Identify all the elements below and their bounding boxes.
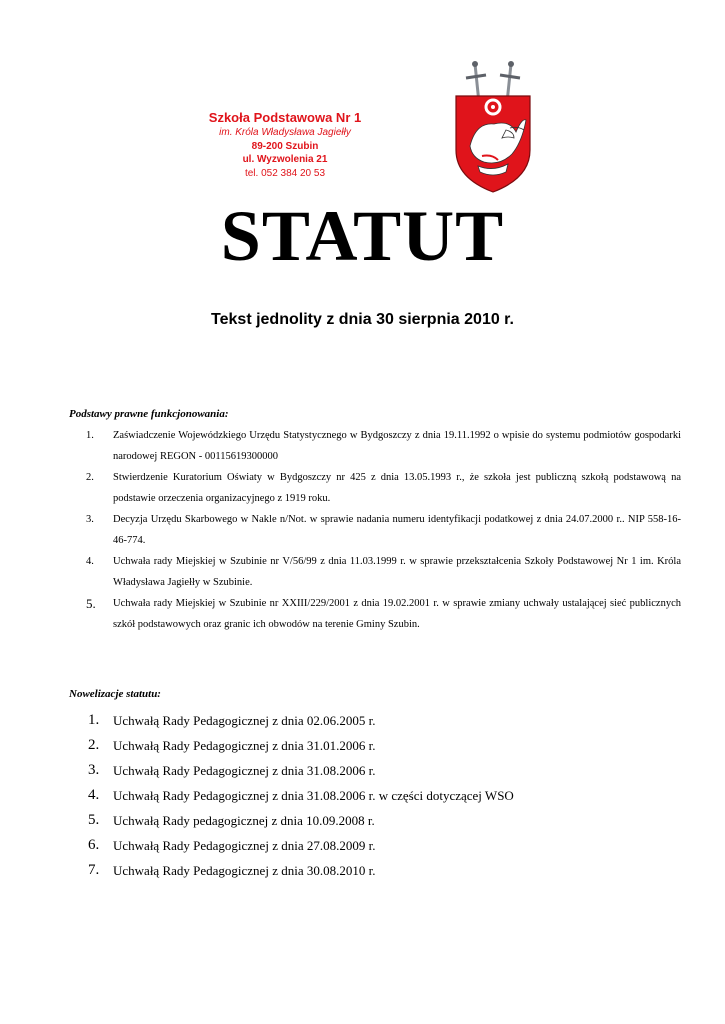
school-street: ul. Wyzwolenia 21 bbox=[242, 154, 328, 165]
list-item bbox=[88, 833, 648, 858]
list-item bbox=[86, 551, 681, 593]
list-item-number: 4. bbox=[88, 787, 100, 803]
list-item-number: 3. bbox=[88, 762, 100, 778]
list-item-text: Zaświadczenie Wojewódzkiego Urzędu Statystycznego w Bydgoszczy z dnia 19.11.1992 o wpisie do systemu podmiotów gospodarki narodowej REGON - 00115619300000 bbox=[113, 430, 681, 462]
list-item-text: Uchwałą Rady Pedagogicznej z dnia 31.08.2006 r. w części dotyczącej WSO bbox=[113, 788, 514, 803]
school-phone: tel. 052 384 20 53 bbox=[244, 167, 326, 179]
legal-basis-list bbox=[86, 425, 681, 635]
list-item-text: Uchwałą Rady Pedagogicznej z dnia 30.08.2010 r. bbox=[113, 863, 376, 878]
list-item bbox=[88, 858, 648, 883]
school-name: Szkoła Podstawowa Nr 1 bbox=[208, 110, 362, 125]
list-item-number: 5. bbox=[86, 596, 96, 611]
amendments-heading: Nowelizacje statutu: bbox=[69, 688, 161, 700]
legal-basis-heading: Podstawy prawne funkcjonowania: bbox=[69, 408, 229, 420]
coat-of-arms-icon bbox=[448, 58, 538, 198]
school-patron: im. Króla Władysława Jagiełły bbox=[219, 127, 351, 138]
list-item bbox=[88, 733, 648, 758]
list-item-text: Uchwałą Rady Pedagogicznej z dnia 31.01.2006 r. bbox=[113, 738, 376, 753]
list-item-number: 6. bbox=[88, 837, 100, 853]
list-item-number: 3. bbox=[86, 514, 94, 525]
list-item-text: Uchwała rady Miejskiej w Szubinie nr XXIII/229/2001 z dnia 19.02.2001 r. w sprawie zmiany uchwały ustalającej sieć publicznych szkół podstawowych oraz granic ich obwodów na terenie Gminy Szubin. bbox=[113, 598, 681, 630]
list-item bbox=[88, 708, 648, 733]
amendments-list bbox=[88, 708, 648, 883]
list-item-number: 4. bbox=[86, 556, 94, 567]
list-item bbox=[86, 467, 681, 509]
list-item-number: 2. bbox=[86, 472, 94, 483]
list-item-text: Uchwałą Rady Pedagogicznej z dnia 31.08.2006 r. bbox=[113, 763, 376, 778]
list-item-number: 1. bbox=[88, 712, 100, 728]
list-item-number: 1. bbox=[86, 430, 94, 441]
list-item-text: Uchwałą Rady Pedagogicznej z dnia 27.08.2009 r. bbox=[113, 838, 376, 853]
list-item bbox=[86, 593, 681, 635]
school-header bbox=[180, 110, 390, 180]
list-item bbox=[88, 783, 648, 808]
list-item bbox=[88, 758, 648, 783]
list-item bbox=[88, 808, 648, 833]
list-item-number: 2. bbox=[88, 737, 100, 753]
list-item-text: Uchwała rady Miejskiej w Szubinie nr V/56/99 z dnia 11.03.1999 r. w sprawie przekształcenia Szkoły Podstawowej Nr 1 im. Króla Władysława Jagiełły w Szubinie. bbox=[113, 556, 681, 588]
list-item bbox=[86, 425, 681, 467]
list-item-text: Stwierdzenie Kuratorium Oświaty w Bydgoszczy nr 425 z dnia 13.05.1993 r., że szkoła jest publiczną szkołą podstawową na podstawie orzeczenia organizacyjnego z 1919 roku. bbox=[113, 472, 681, 504]
list-item-number: 5. bbox=[88, 812, 100, 828]
list-item-text: Decyzja Urzędu Skarbowego w Nakle n/Not. w sprawie nadania numeru identyfikacji podatkowej z dnia 24.07.2000 r.. NIP 558-16-46-774. bbox=[113, 514, 681, 546]
school-postal: 89-200 Szubin bbox=[251, 140, 319, 152]
list-item bbox=[86, 509, 681, 551]
list-item-text: Uchwałą Rady Pedagogicznej z dnia 02.06.2005 r. bbox=[113, 713, 376, 728]
list-item-number: 7. bbox=[88, 862, 100, 878]
document-subtitle: Tekst jednolity z dnia 30 sierpnia 2010 r. bbox=[211, 311, 514, 328]
list-item-text: Uchwałą Rady pedagogicznej z dnia 10.09.2008 r. bbox=[113, 813, 375, 828]
document-title: STATUT bbox=[220, 196, 505, 276]
